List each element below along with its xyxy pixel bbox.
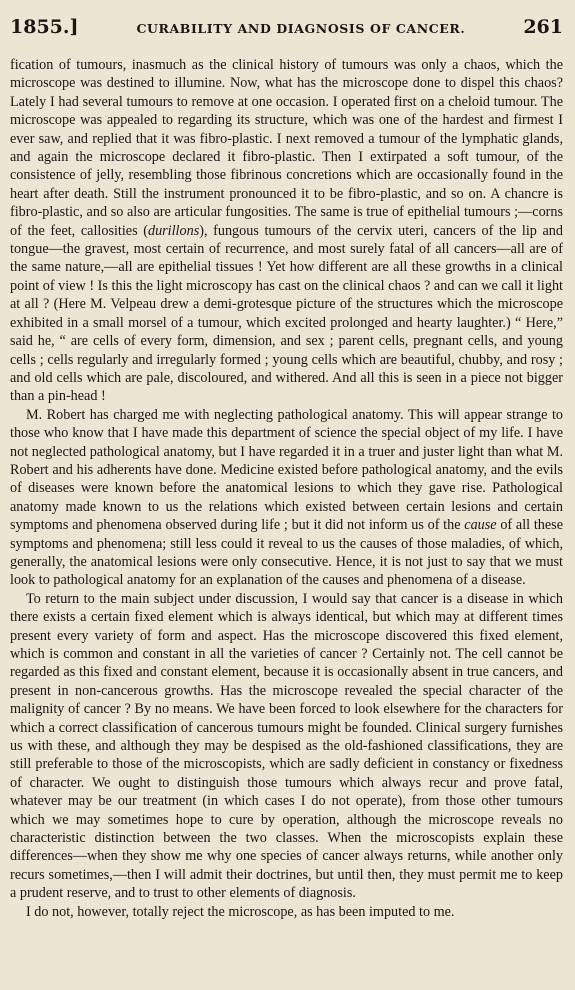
running-header — [10, 16, 563, 46]
running-title: CURABILITY AND DIAGNOSIS OF CANCER. — [136, 21, 466, 36]
paragraph-2: M. Robert has charged me with neglecting pathological anatomy. This will appear strange to those who know that I have made this department of science the special object of my life. I have not neglected pathological anatomy, but I have regarded it in a truer and juster light than what M. Robert and his adherents have done. Medicine existed before pathological anatomy, and the evils of diseases were known before the anatomical lesions to which they gave rise. Pathological anatomy made known to us the relations which existed between certain lesions and certain symptoms and phenomena observed during life ; but it did not inform us of the cause of all these symptoms and phenomena; still less could it reveal to us the causes of those maladies, of which, generally, the anatomical lesions were only consecutive. Hence, it is not just to say that we must look to pathological anatomy for an explanation of the causes and phenomena of a disease. — [10, 406, 563, 589]
paragraph-4: I do not, however, totally reject the microscope, as has been imputed to me. — [26, 903, 455, 920]
paragraph-3: To return to the main subject under discussion, I would say that cancer is a disease in which there exists a certain fixed element which is always identical, but which may at different times present every variety of form and aspect. Has the microscope discovered this fixed element, which is common and constant in all the varieties of cancer ? Certainly not. The cell cannot be regarded as this fixed and constant element, because it is occasionally absent in true cancers, and present in non-cancerous growths. Has the microscope revealed the special character of the malignity of cancer ? By no means. We have been forced to look elsewhere for the characters for which a correct classification of cancerous tumours might be founded. Clinical surgery furnishes us with these, and although they may be despised as the old-fashioned classifications, they are still preferable to those of the microscopists, which are sadly deficient in constancy or fixedness of character. We ought to distinguish those tumours which always recur and prove fatal, whatever may be our treatment (in which cases I do not operate), from those other tumours which we may sometimes hope to cure by operation, although the microscope reveals no characteristic distinction between the two classes. When the microscopists explain these differences—when they show me why one species of cancer always returns, while another only recurs sometimes,—then I will admit their doctrines, but until then, they must permit me to keep a prudent reserve, and to trust to other elements of diagnosis. — [10, 590, 563, 902]
body-text — [10, 56, 563, 978]
paragraph-1: fication of tumours, inasmuch as the clinical history of tumours was only a chaos, which the microscope was destined to illumine. Now, what has the microscope done to dispel this chaos? Lately I had several tumours to remove at one occasion. I operated first on a cheloid tumour. The microscope was appealed to regarding its structure, which was one of the hardest and firmest I ever saw, and replied that it was fibro-plastic. I next removed a tumour of the lymphatic glands, and again the microscope declared it fibro-plastic. Then I extirpated a soft tumour, of the consistence of jelly, resembling those fibrinous concretions which are occasionally found in the heart after death. Still the instrument pronounced it to be fibro-plastic, and so on. A chancre is fibro-plastic, and so also are articular fungosities. The same is true of epithelial tumours ;—corns of the feet, callosities (durillons), fungous tumours of the cervix uteri, cancers of the lip and tongue—the gravest, most certain of recurrence, and most surely fatal of all cancers—all are of the same nature,—all are epithelial tissues ! Yet how different are all these growths in a clinical point of view ! Is this the light microscopy has cast on the clinical chaos ? and can we call it light at all ? (Here M. Velpeau drew a demi-grotesque picture of the structures which the microscope exhibited in a small morsel of a tumour, which excited prolonged and hearty laughter.) “ Here,” said he, “ are cells of every form, dimension, and sex ; parent cells, pregnant cells, and young cells ; cells regularly and irregularly formed ; young cells which are beautiful, chubby, and rosy ; and old cells which are pale, discoloured, and withered. And all this is seen in a piece not bigger than a pin-head ! — [10, 57, 563, 405]
page-number: 261 — [523, 16, 563, 38]
header-year: 1855.] — [10, 16, 79, 38]
